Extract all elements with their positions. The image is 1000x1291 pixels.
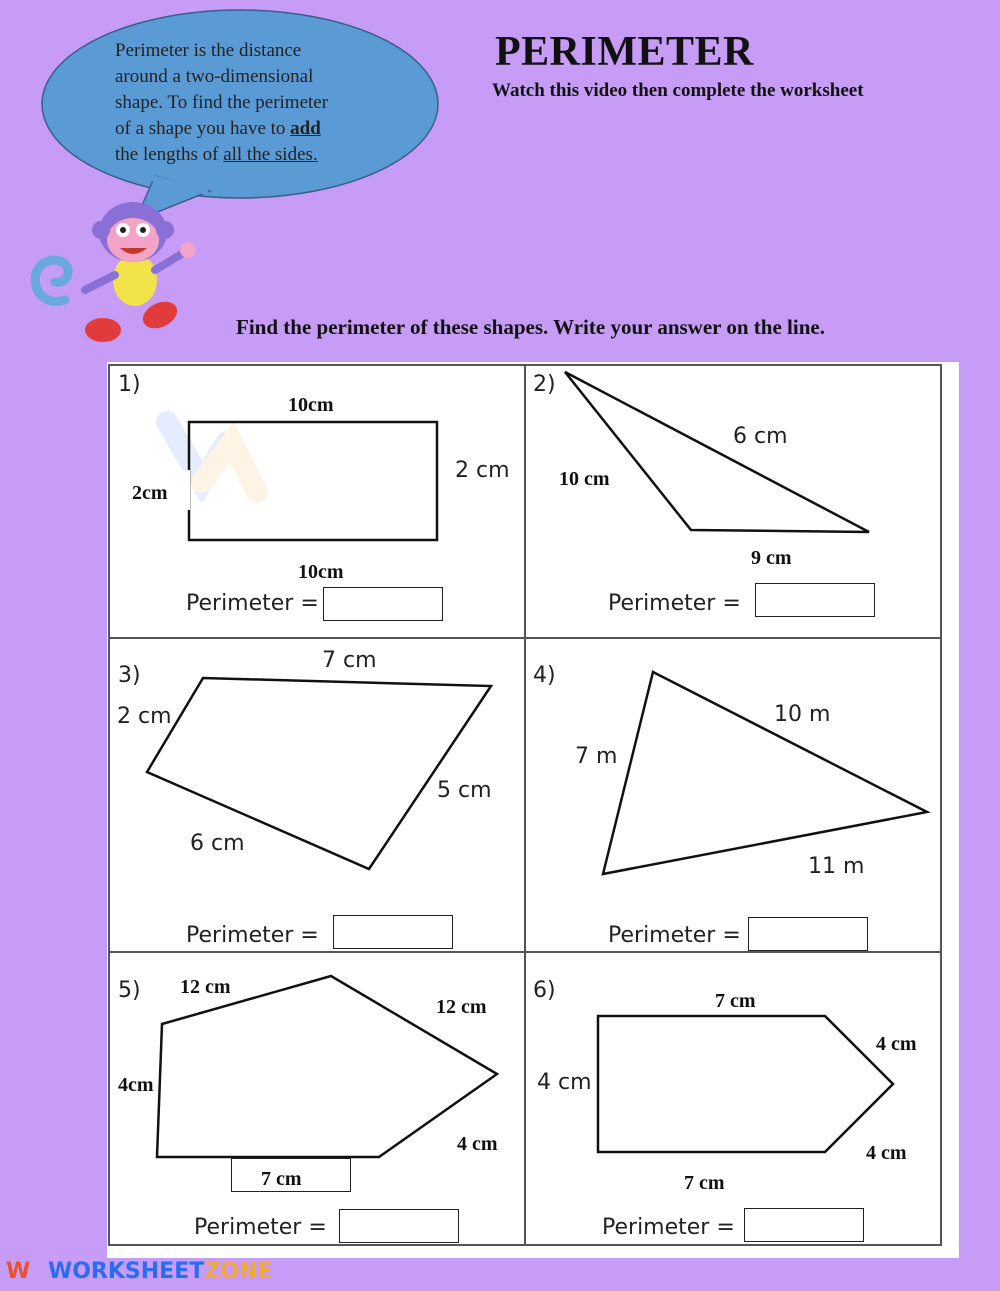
perimeter-label: Perimeter = [608, 591, 741, 616]
side-label: 10 m [774, 702, 831, 727]
side-label: 7 cm [322, 648, 377, 673]
shape-6-pentagon [598, 1016, 893, 1152]
side-label: 6 cm [733, 424, 788, 449]
perimeter-label: Perimeter = [602, 1215, 735, 1240]
perimeter-label: Perimeter = [608, 923, 741, 948]
side-label: 2cm [132, 482, 168, 504]
problem-number: 5) [118, 978, 141, 1003]
side-label: 12 cm [436, 996, 487, 1018]
side-label: 7 cm [684, 1172, 725, 1194]
side-label: 10 cm [559, 468, 610, 490]
side-label: 11 m [808, 854, 865, 879]
label-patch [176, 470, 190, 510]
bubble-line: shape. To find the perimeter [115, 92, 329, 113]
answer-input-2[interactable] [755, 583, 875, 617]
bubble-text [115, 38, 375, 168]
worksheet-grid [107, 362, 959, 1262]
side-label: 4 cm [866, 1142, 907, 1164]
side-label: 4 cm [457, 1133, 498, 1155]
side-label: 12 cm [180, 976, 231, 998]
bubble-line: Perimeter is the distance [115, 40, 302, 61]
perimeter-label: Perimeter = [186, 923, 319, 948]
side-label: 2 cm [455, 458, 510, 483]
answer-input-4[interactable] [748, 917, 868, 951]
side-label: 10cm [288, 394, 334, 416]
bubble-line: of a shape you have to add [115, 118, 321, 139]
answer-input-1[interactable] [323, 587, 443, 621]
problem-number: 1) [118, 372, 141, 397]
shape-4-triangle [603, 672, 927, 874]
side-label: 7 cm [261, 1168, 302, 1190]
instruction-text: Find the perimeter of these shapes. Write your answer on the line. [236, 315, 825, 339]
page-title: PERIMETER [495, 29, 754, 75]
side-label: 7 cm [715, 990, 756, 1012]
problem-number: 6) [533, 978, 556, 1003]
side-label: 4cm [118, 1074, 154, 1096]
page-subtitle: Watch this video then complete the worksheet [492, 80, 864, 101]
problem-number: 4) [533, 663, 556, 688]
answer-input-5[interactable] [339, 1209, 459, 1243]
side-label: 6 cm [190, 831, 245, 856]
problem-number: 3) [118, 663, 141, 688]
bubble-line: the lengths of all the sides. [115, 144, 318, 165]
side-label: 9 cm [751, 547, 792, 569]
side-label: 10cm [298, 561, 344, 583]
shape-2-triangle [565, 372, 869, 532]
perimeter-label: Perimeter = [194, 1215, 327, 1240]
brand-logo: W WORKSHEETZONE [6, 1259, 273, 1284]
side-label: 4 cm [876, 1033, 917, 1055]
side-label: 2 cm [117, 704, 172, 729]
perimeter-label: Perimeter = [186, 591, 319, 616]
problem-number: 2) [533, 372, 556, 397]
answer-input-6[interactable] [744, 1208, 864, 1242]
side-label: 5 cm [437, 778, 492, 803]
side-label: 4 cm [537, 1070, 592, 1095]
answer-input-3[interactable] [333, 915, 453, 949]
side-label: 7 m [575, 744, 618, 769]
monkey-mascot-illustration [25, 190, 205, 350]
bubble-line: around a two-dimensional [115, 66, 314, 87]
